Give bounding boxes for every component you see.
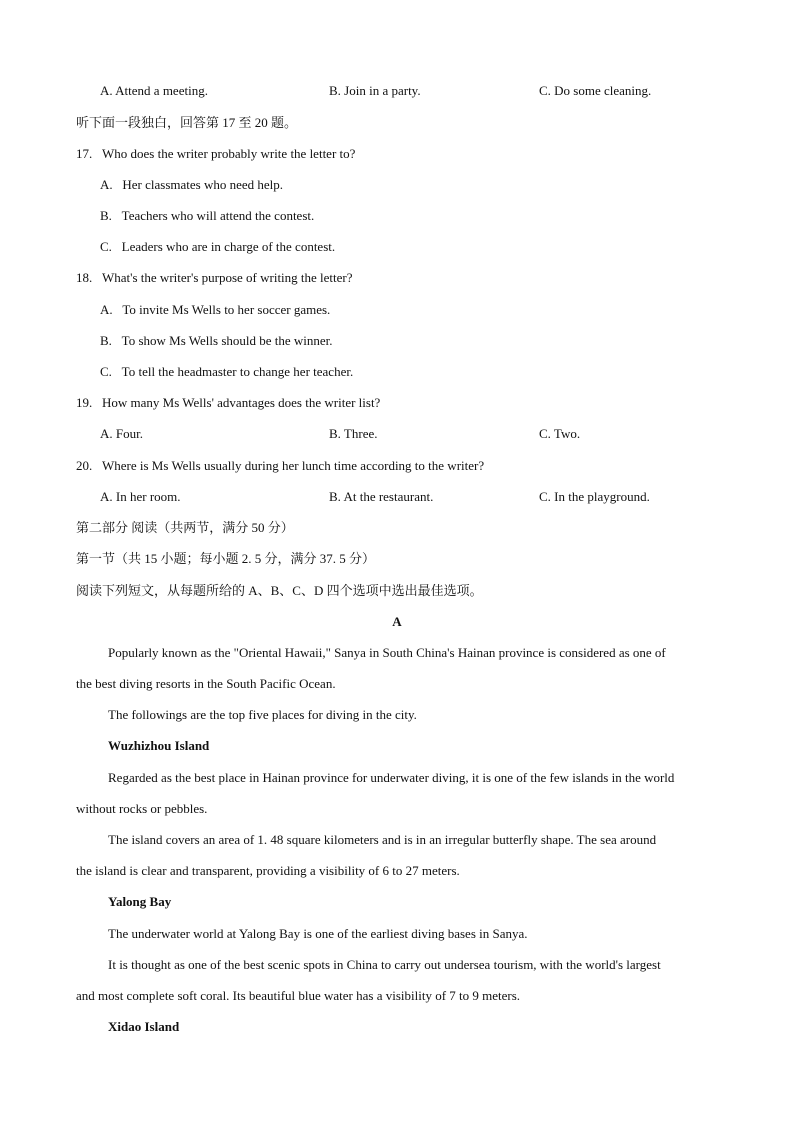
q20-stem: 20. Where is Ms Wells usually during her lunch time according to the writer? [76, 458, 485, 473]
passage-p3-line2: without rocks or pebbles. [76, 801, 208, 816]
passage-p5: The underwater world at Yalong Bay is one of the earliest diving bases in Sanya. [108, 926, 528, 941]
passage-p4-line1: The island covers an area of 1. 48 square kilometers and is in an irregular butterfly shape. The sea around [108, 832, 657, 847]
q16-option-c: C. Do some cleaning. [539, 83, 652, 98]
q17-option-a: A. Her classmates who need help. [100, 177, 284, 192]
q18-option-c: C. To tell the headmaster to change her teacher. [100, 364, 354, 379]
passage-p1-line2: the best diving resorts in the South Pacific Ocean. [76, 676, 336, 691]
q16-option-a: A. Attend a meeting. [100, 83, 208, 98]
q19-option-b: B. Three. [329, 426, 378, 441]
q17-option-c: C. Leaders who are in charge of the contest. [100, 239, 336, 254]
q20-option-a: A. In her room. [100, 489, 181, 504]
section1-title: 第一节（共 15 小题；每小题 2. 5 分，满分 37. 5 分） [76, 551, 376, 566]
passage-p4-line2: the island is clear and transparent, providing a visibility of 6 to 27 meters. [76, 863, 460, 878]
q18-option-a: A. To invite Ms Wells to her soccer games. [100, 302, 331, 317]
heading-wuzhizhou: Wuzhizhou Island [108, 738, 210, 753]
reading-instruction: 阅读下列短文，从每题所给的 A、B、C、D 四个选项中选出最佳选项。 [76, 583, 483, 598]
q20-option-b: B. At the restaurant. [329, 489, 434, 504]
q19-stem: 19. How many Ms Wells' advantages does the writer list? [76, 395, 381, 410]
q20-option-c: C. In the playground. [539, 489, 650, 504]
monologue-instruction: 听下面一段独白，回答第 17 至 20 题。 [76, 115, 298, 130]
heading-yalong-bay: Yalong Bay [108, 894, 172, 909]
passage-label: A [392, 614, 402, 629]
q18-option-b: B. To show Ms Wells should be the winner. [100, 333, 333, 348]
passage-p6-line1: It is thought as one of the best scenic spots in China to carry out undersea tourism, with the world's largest [108, 957, 661, 972]
passage-p6-line2: and most complete soft coral. Its beautiful blue water has a visibility of 7 to 9 meters. [76, 988, 521, 1003]
passage-p3-line1: Regarded as the best place in Hainan province for underwater diving, it is one of the few islands in the world [108, 770, 675, 785]
q16-option-b: B. Join in a party. [329, 83, 421, 98]
q18-stem: 18. What's the writer's purpose of writing the letter? [76, 270, 353, 285]
passage-p2: The followings are the top five places for diving in the city. [108, 707, 417, 722]
q17-stem: 17. Who does the writer probably write the letter to? [76, 146, 356, 161]
part2-title: 第二部分 阅读（共两节，满分 50 分） [76, 520, 294, 535]
heading-xidao-island: Xidao Island [108, 1019, 180, 1034]
q19-option-c: C. Two. [539, 426, 581, 441]
q17-option-b: B. Teachers who will attend the contest. [100, 208, 315, 223]
q19-option-a: A. Four. [100, 426, 143, 441]
passage-p1-line1: Popularly known as the "Oriental Hawaii," Sanya in South China's Hainan province is considered as one of [108, 645, 666, 660]
